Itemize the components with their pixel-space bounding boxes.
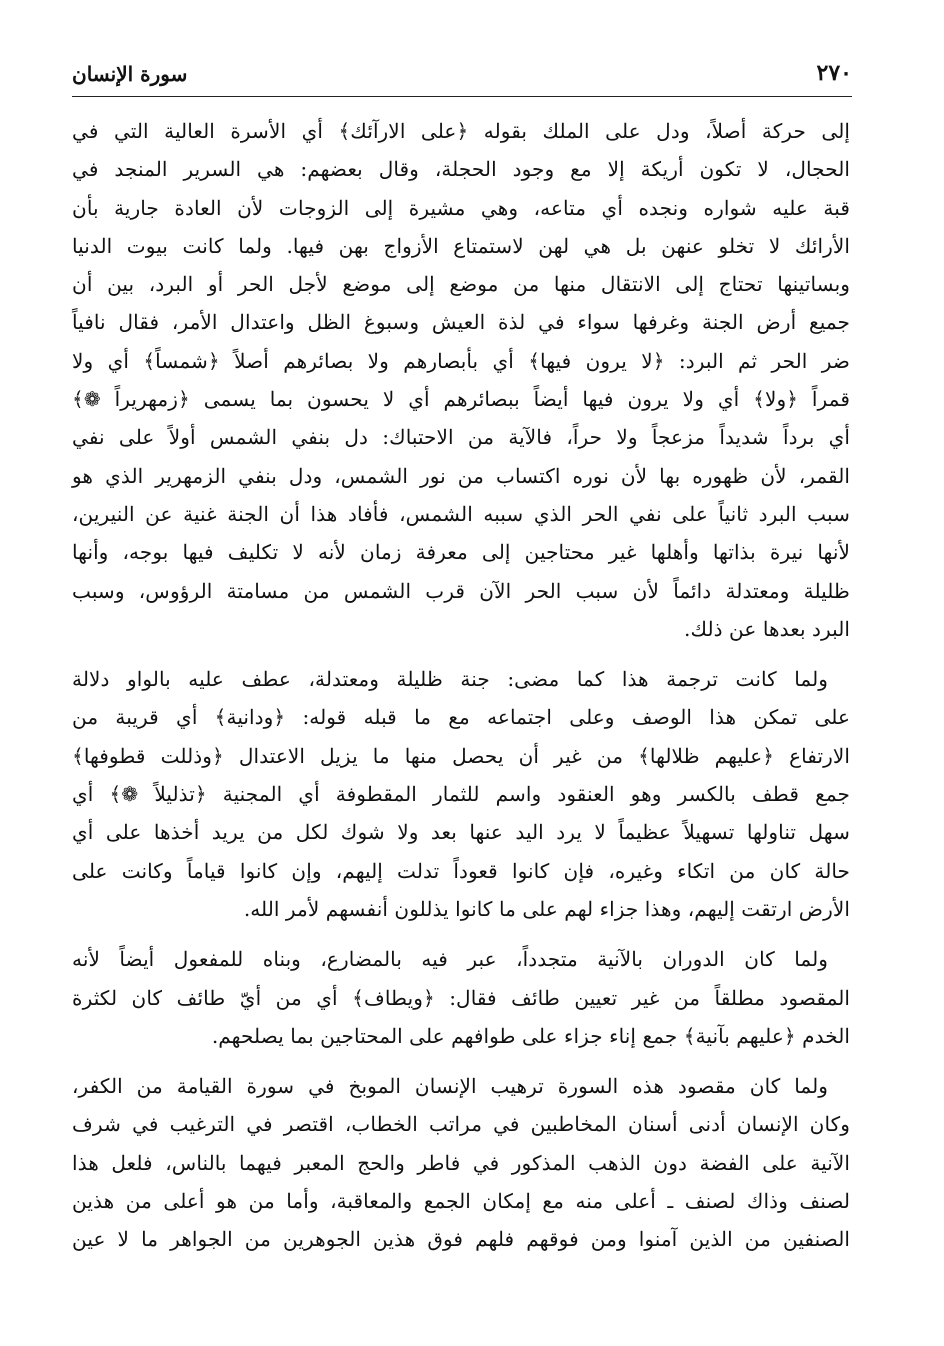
page-number: ٢٧٠	[816, 60, 852, 86]
text-line: قبة عليه شواره ونجده أي متاعه، وهي مشيرة إلى الزوجات لأن العادة جارية بأن	[72, 195, 850, 220]
text-line: ضر الحر ثم البرد: ﴿لا يرون فيها﴾ أي بأبصارهم ولا بصائرهم أصلاً ﴿شمساً﴾ أي ولا	[72, 348, 850, 373]
text-line: الأرض ارتقت إليهم، وهذا جزاء لهم على ما كانوا يذللون أنفسهم لأمر الله.	[243, 896, 850, 921]
text-line: ولما كانت ترجمة هذا كما مضى: جنة ظليلة ومعتدلة، عطف عليه بالواو دلالة	[72, 667, 828, 692]
text-line: لصنف وذاك لصنف ـ أعلى منه مع إمكان الجمع والمعاقبة، وأما من هو أعلى من هذين	[72, 1189, 850, 1214]
text-line: جمع قطف بالكسر وهو العنقود واسم للثمار المقطوفة أي المجنية ﴿تذليلاً ❁﴾ أي	[72, 782, 850, 807]
text-line: القمر، لأن ظهوره بها لأن نوره اكتساب من نور الشمس، ودل بنفي الزمهرير الذي هو	[72, 463, 850, 488]
body-text	[72, 112, 850, 1259]
text-line: الخدم ﴿عليهم بآنية﴾ جمع إناء جزاء على طوافهم على المحتاجين بما يصلحهم.	[211, 1023, 850, 1048]
paragraph-2	[72, 660, 850, 928]
running-header	[72, 56, 852, 97]
text-line: وكان الإنسان أدنى أسنان المخاطبين في مراتب الخطاب، اقتصر في الترغيب في شرف	[72, 1112, 850, 1137]
text-line: قمراً ﴿ولا﴾ أي ولا يرون فيها أيضاً ببصائرهم أي لا يحسون بما يسمى ﴿زمهريراً ❁﴾	[72, 387, 850, 412]
text-line: إلى حركة أصلاً، ودل على الملك بقوله ﴿على الارآئك﴾ أي الأسرة العالية التي في	[72, 119, 850, 143]
text-line: ظليلة ومعتدلة دائماً لأن سبب الحر الآن قرب الشمس من مسامتة الرؤوس، وسبب	[72, 578, 850, 603]
text-line: المقصود مطلقاً من غير تعيين طائف فقال: ﴿ويطاف﴾ أي من أيّ طائف كان لكثرة	[72, 985, 850, 1010]
text-line: الآنية على الفضة دون الذهب المذكور في فاطر والحج المعبر فيهما بالناس، فلعل هذا	[72, 1150, 850, 1175]
text-line: أي برداً شديداً مزعجاً ولا حراً، فالآية من الاحتباك: دل بنفي الشمس أولاً على نفي	[72, 425, 850, 450]
text-line: سبب البرد ثانياً على نفي الحر الذي سببه الشمس، فأفاد هذا أن الجنة غنية عن النيرين،	[72, 501, 850, 526]
surah-title: سورة الإنسان	[72, 62, 188, 86]
text-line: الصنفين من الذين آمنوا ومن فوقهم فلهم فوق هذين الجوهرين من الجواهر ما لا عين	[72, 1227, 850, 1252]
text-line: وبساتينها تحتاج إلى الانتقال منها من موضع إلى موضع لأجل الحر أو البرد، بين أن	[72, 272, 850, 297]
text-line: جميع أرض الجنة وغرفها سواء في لذة العيش وسبوغ الظل واعتدال الأمر، فقال نافياً	[72, 310, 850, 335]
text-line: لأنها نيرة بذاتها وأهلها غير محتاجين إلى معرفة زمان لأنه لا تكليف فيها بوجه، وأنها	[72, 540, 850, 565]
paragraph-3	[72, 940, 850, 1055]
text-line: سهل تناولها تسهيلاً عظيماً لا يرد اليد عنها بعد ولا شوك لكل من يريد أخذها على أي	[72, 820, 850, 845]
paragraph-1	[72, 112, 850, 648]
text-line: الأرائك لا تخلو عنهن بل هي لهن لاستمتاع الأزواج بهن فيها. ولما كانت بيوت الدنيا	[72, 233, 850, 258]
paragraph-4	[72, 1067, 850, 1258]
text-line: البرد بعدها عن ذلك.	[684, 616, 850, 641]
text-line: ولما كان مقصود هذه السورة ترهيب الإنسان الموبخ في سورة القيامة من الكفر،	[72, 1074, 828, 1099]
text-line: على تمكن هذا الوصف وعلى اجتماعه مع ما قبله قوله: ﴿ودانية﴾ أي قريبة من	[72, 705, 850, 730]
text-line: حالة كان من اتكاء وغيره، فإن كانوا قعوداً تدلت إليهم، وإن كانوا قياماً وكانت على	[72, 858, 850, 883]
text-line: ولما كان الدوران بالآنية متجدداً، عبر فيه بالمضارع، وبناه للمفعول أيضاً لأنه	[72, 947, 828, 972]
text-line: الارتفاع ﴿عليهم ظلالها﴾ من غير أن يحصل منها ما يزيل الاعتدال ﴿وذللت قطوفها﴾	[72, 743, 850, 768]
text-line: الحجال، لا تكون أريكة إلا مع وجود الحجلة، وقال بعضهم: هي السرير المنجد في	[72, 157, 850, 182]
